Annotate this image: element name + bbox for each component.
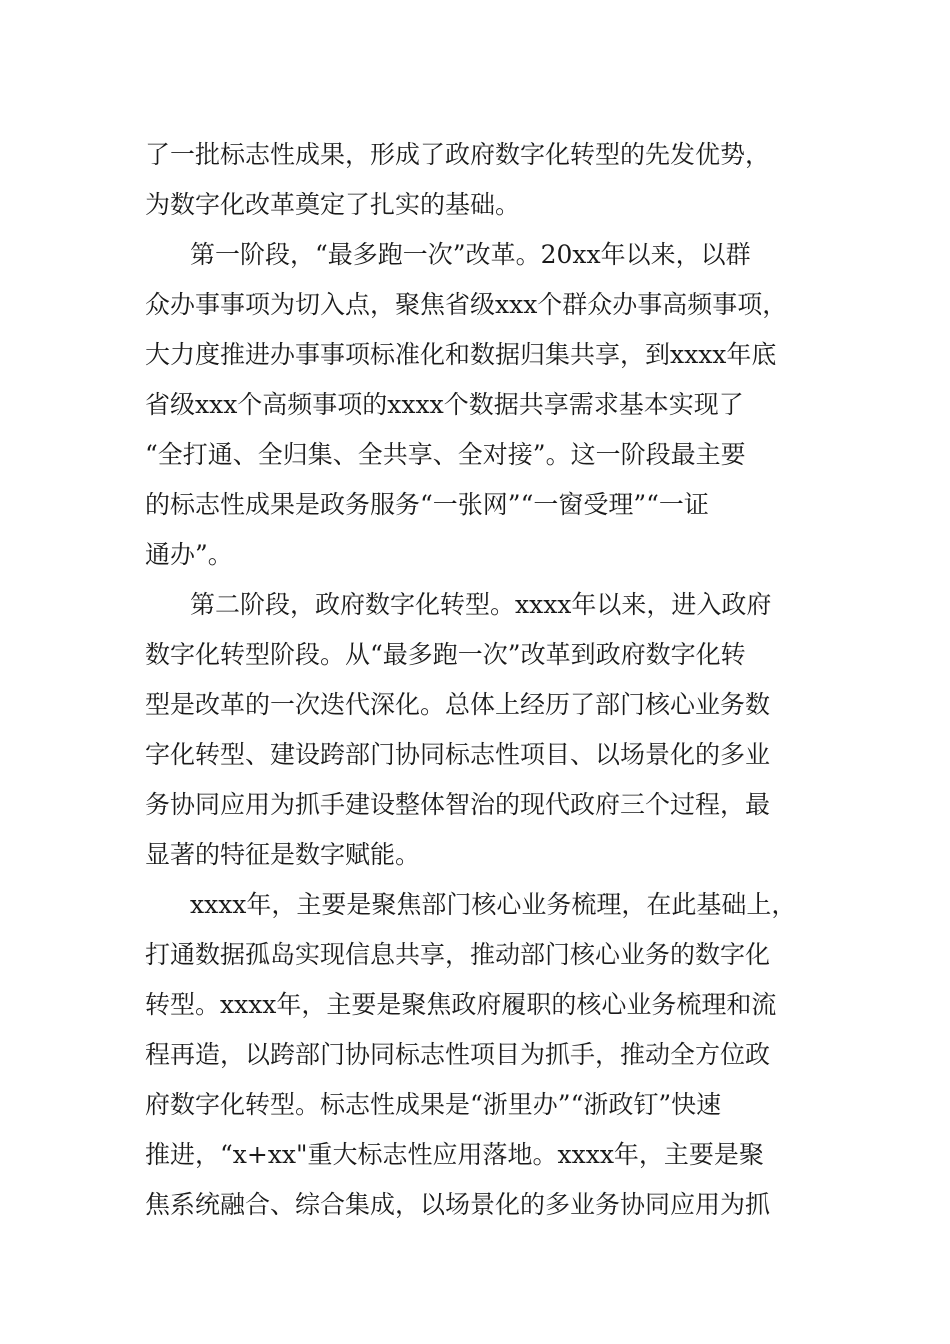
text-line: 数字化转型阶段。从“最多跑一次”改革到政府数字化转 [145,640,746,669]
text-line: 务协同应用为抓手建设整体智治的现代政府三个过程，最 [145,790,771,819]
text-line: 众办事事项为切入点，聚焦省级xxx个群众办事高频事项， [145,290,788,319]
text-line: 显著的特征是数字赋能。 [145,840,421,869]
text-line: “全打通、全归集、全共享、全对接”。这一阶段最主要 [145,440,746,469]
text-line: 了一批标志性成果，形成了政府数字化转型的先发优势， [145,140,771,169]
text-line: 府数字化转型。标志性成果是“浙里办”“浙政钉”快速 [145,1090,722,1119]
text-line: 焦系统融合、综合集成，以场景化的多业务协同应用为抓 [145,1190,771,1219]
text-line: 大力度推进办事事项标准化和数据归集共享，到xxxx年底 [145,340,777,369]
paragraph-first-line: 第一阶段，“最多跑一次”改革。20xx年以来，以群 [190,240,751,269]
text-line: 省级xxx个高频事项的xxxx个数据共享需求基本实现了 [145,390,744,419]
text-line: 通办”。 [145,540,233,569]
body-text [145,130,825,1230]
text-line: 字化转型、建设跨部门协同标志性项目、以场景化的多业 [145,740,771,769]
paragraph-first-line: xxxx年，主要是聚焦部门核心业务梳理，在此基础上， [190,890,797,919]
paragraph-first-line: 第二阶段，政府数字化转型。xxxx年以来，进入政府 [190,590,772,619]
text-line: 的标志性成果是政务服务“一张网”“一窗受理”“一证 [145,490,709,519]
text-line: 型是改革的一次迭代深化。总体上经历了部门核心业务数 [145,690,771,719]
text-line: 推进，“x+xx"重大标志性应用落地。xxxx年，主要是聚 [145,1140,764,1169]
text-line: 转型。xxxx年，主要是聚焦政府履职的核心业务梳理和流 [145,990,777,1019]
text-line: 为数字化改革奠定了扎实的基础。 [145,190,521,219]
text-line: 程再造，以跨部门协同标志性项目为抓手，推动全方位政 [145,1040,771,1069]
text-line: 打通数据孤岛实现信息共享，推动部门核心业务的数字化 [145,940,771,969]
